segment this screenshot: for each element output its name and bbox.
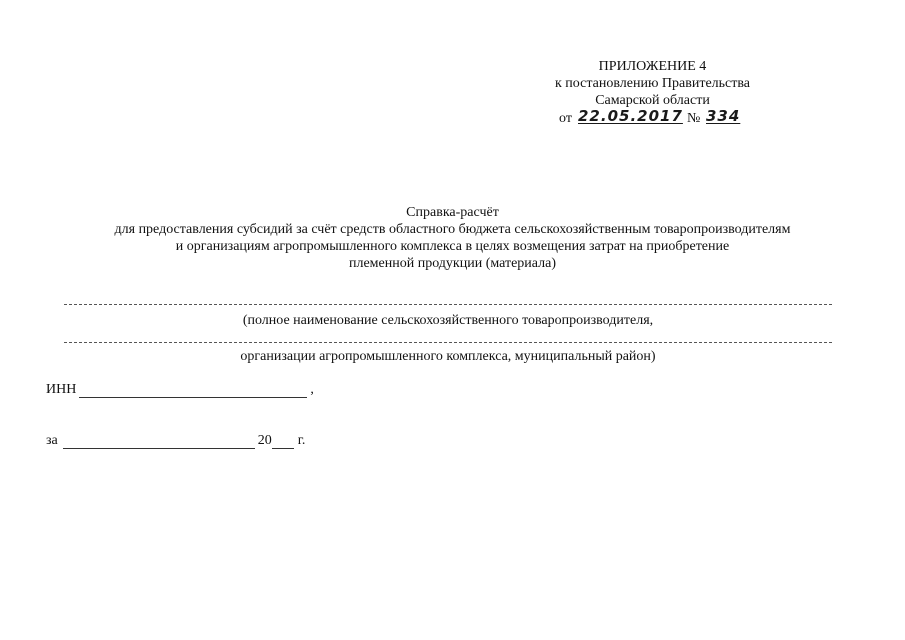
year-suffix: г. <box>297 433 306 448</box>
title-line-4: племенной продукции (материала) <box>348 256 557 271</box>
name-fill-line-2[interactable] <box>64 342 832 343</box>
name-caption-2: организации агропромышленного комплекса, муниципальный район) <box>240 349 656 364</box>
appendix-header <box>480 58 825 129</box>
title-line-2: для предоставления субсидий за счёт средств областного бюджета сельскохозяйственным товаропроизводителям <box>114 222 791 237</box>
period-prefix: за <box>46 433 58 448</box>
document-title <box>40 204 865 272</box>
year-blank-field[interactable] <box>272 436 294 449</box>
name-fill-line-1[interactable] <box>64 304 832 305</box>
appendix-title: ПРИЛОЖЕНИЕ 4 <box>598 59 707 74</box>
period-row <box>46 432 305 449</box>
inn-suffix: , <box>310 382 314 397</box>
handwritten-number: 334 <box>706 107 741 125</box>
title-line-1: Справка-расчёт <box>406 205 499 220</box>
handwritten-date: 22.05.2017 <box>578 107 683 125</box>
appendix-resolution-line: к постановлению Правительства <box>554 76 751 91</box>
inn-label: ИНН <box>46 382 77 397</box>
number-prefix: № <box>687 111 701 126</box>
title-line-3: и организациям агропромышленного комплекса в целях возмещения затрат на приобретение <box>175 239 730 254</box>
date-prefix: от <box>559 111 572 126</box>
name-caption-1: (полное наименование сельскохозяйственного товаропроизводителя, <box>242 313 654 328</box>
period-blank-field[interactable] <box>63 436 255 449</box>
year-prefix: 20 <box>257 433 272 448</box>
inn-row <box>46 381 314 398</box>
appendix-region-line: Самарской области <box>595 93 710 108</box>
inn-blank-field[interactable] <box>79 385 307 398</box>
appendix-date-number-row <box>480 109 825 129</box>
